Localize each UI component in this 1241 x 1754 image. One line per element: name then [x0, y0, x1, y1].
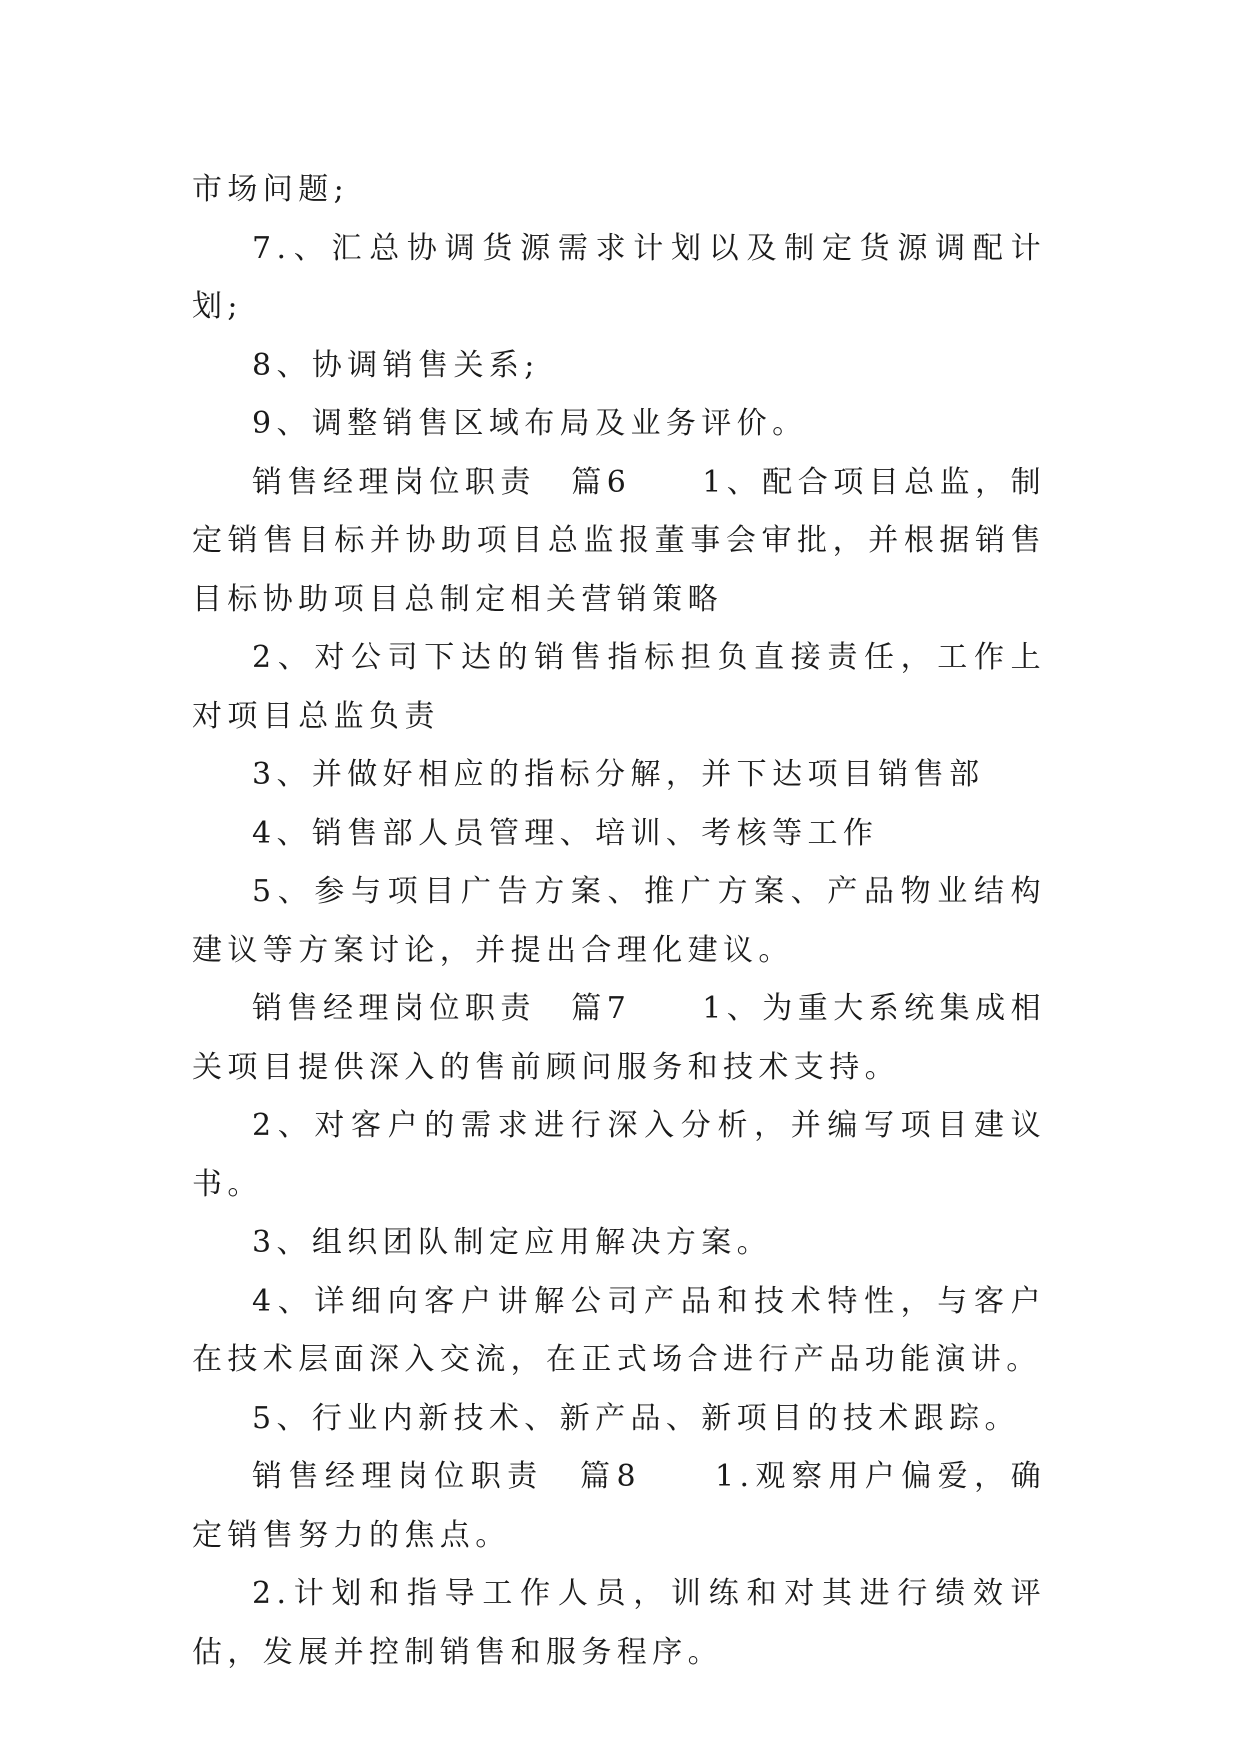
paragraph: 2、对公司下达的销售指标担负直接责任，工作上对项目总监负责	[192, 640, 1046, 734]
paragraph: 3、并做好相应的指标分解，并下达项目销售部	[252, 757, 985, 792]
paragraph: 2.计划和指导工作人员，训练和对其进行绩效评估，发展并控制销售和服务程序。	[192, 1576, 1046, 1670]
section-heading-paragraph: 销售经理岗位职责 篇7 1、为重大系统集成相关项目提供深入的售前顾问服务和技术支持。	[192, 991, 1046, 1085]
section-heading-paragraph: 销售经理岗位职责 篇8 1.观察用户偏爱，确定销售努力的焦点。	[192, 1459, 1046, 1553]
paragraph: 7.、汇总协调货源需求计划以及制定货源调配计划;	[192, 230, 1046, 324]
paragraph: 2、对客户的需求进行深入分析，并编写项目建议书。	[192, 1108, 1046, 1202]
paragraph: 4、销售部人员管理、培训、考核等工作	[252, 815, 879, 851]
paragraph: 5、行业内新技术、新产品、新项目的技术跟踪。	[252, 1400, 1020, 1436]
paragraph: 5、参与项目广告方案、推广方案、产品物业结构建议等方案讨论，并提出合理化建议。	[192, 874, 1046, 968]
paragraph: 市场问题;	[192, 172, 350, 207]
paragraph: 8、协调销售关系;	[252, 347, 540, 383]
document-body	[192, 161, 1046, 1682]
paragraph: 9、调整销售区域布局及业务评价。	[252, 406, 808, 441]
section-heading-paragraph: 销售经理岗位职责 篇6 1、配合项目总监，制定销售目标并协助项目总监报董事会审批，并根据销售目标协助项目总制定相关营销策略	[192, 464, 1046, 617]
paragraph: 4、详细向客户讲解公司产品和技术特性，与客户在技术层面深入交流，在正式场合进行产品功能演讲。	[192, 1283, 1046, 1377]
paragraph: 3、组织团队制定应用解决方案。	[252, 1225, 773, 1260]
